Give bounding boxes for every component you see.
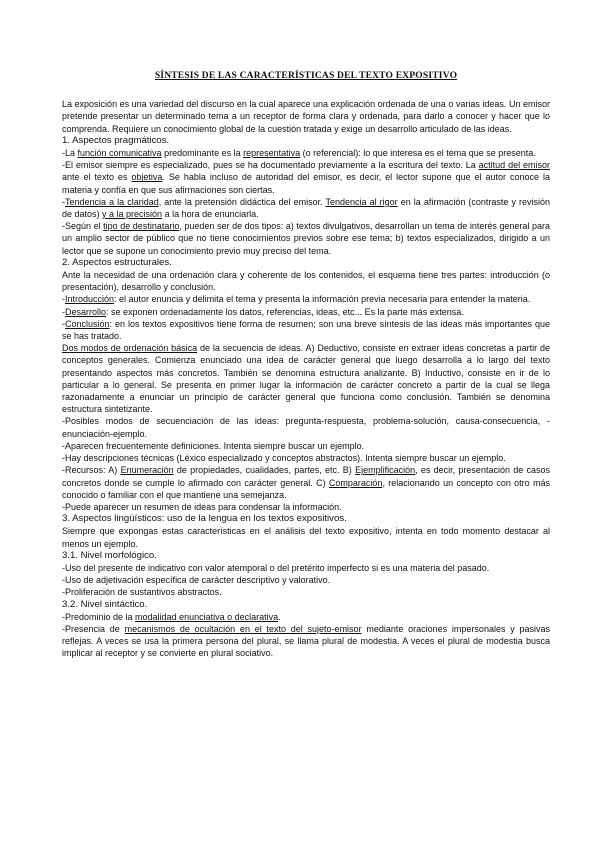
document-title: SÍNTESIS DE LAS CARACTERÍSTICAS DEL TEXTO EXPOSITIVO	[154, 71, 458, 81]
s2-paragraph-10: -Puede aparecer un resumen de ideas para condensar la información.	[62, 501, 342, 512]
intro-paragraph: La exposición es una variedad del discurso en la cual aparece una explicación ordenada de una o varias ideas. Un emisor pretende presentar un determinado tema a un receptor de forma clara y ordenada, para darlo a conocer y hacer que lo comprenda. Requiere un conocimiento global de la cuestión tratada y exige un desarrollo articulado de las ideas.	[62, 99, 550, 134]
document-page	[62, 70, 550, 660]
s1-paragraph-4: -Según el tipo de destinatario, pueden ser de dos tipos: a) textos divulgativos, desarrollan un tema de interés general para un amplio sector de público que no tiene conocimientos previos sobre ese tema; b) textos especializados, dirigido a un lector que se supone un conocimiento previo muy preciso del tema.	[62, 221, 550, 256]
s1-paragraph-2: -El emisor siempre es especializado, pues se ha documentado previamente a la escritura del texto. La actitud del emisor ante el texto es objetiva. Se habla incluso de autoridad del emisor, es decir, el lector supone que el autor conoce la materia y confía en que sus afirmaciones son ciertas.	[62, 160, 550, 195]
s2-paragraph-7: -Aparecen frecuentemente definiciones. Intenta siempre buscar un ejemplo.	[62, 440, 365, 451]
s1-paragraph-3: -Tendencia a la claridad, ante la pretensión didáctica del emisor. Tendencia al rigor en la afirmación (contraste y revisión de datos) y a la precisión a la hora de enunciarla.	[62, 196, 551, 220]
s2-paragraph-1: Ante la necesidad de una ordenación clara y coherente de los contenidos, el esquema tiene tres partes: introducción (o presentación), desarrollo y conclusión.	[62, 270, 550, 293]
s3-paragraph-1: Siempre que expongas estas características en el análisis del texto expositivo, intenta en todo momento destacar al menos un ejemplo.	[62, 526, 550, 549]
s3-syntax-1: -Predominio de la modalidad enunciativa o declarativa.	[62, 611, 281, 622]
section-1-heading: 1. Aspectos pragmáticos.	[62, 134, 170, 146]
s3-morph-2: -Uso de adjetivación específica de carácter descriptivo y valorativo.	[62, 575, 331, 586]
s2-paragraph-3: -Desarrollo: se exponen ordenadamente los datos, referencias, ideas, etc... Es la parte más extensa.	[62, 306, 464, 317]
s2-paragraph-9: -Recursos: A) Enumeración de propiedades, cualidades, partes, etc. B) Ejemplificación, es decir, presentación de casos concretos donde se cumple lo afirmado con carácter general. C) Comparación, relacionando un concepto con otro más conocido o familiar con el que mantiene una semejanza.	[62, 465, 551, 500]
s2-paragraph-5: Dos modos de ordenación básica de la secuencia de ideas. A) Deductivo, consiste en extraer ideas concretas a partir de conceptos generales. Comienza enunciado una idea de carácter general que luego desarrolla a lo largo del texto presentando aspectos más concretos. También se denomina estructura analizante. B) Inductivo, consiste en ir de lo particular a lo general. Se presenta en primer lugar la información de carácter concreto a partir de la cual se llega razonadamente a enunciar un principio de carácter general que funciona como conclusión. También se denomina estructura sintetizante.	[62, 343, 550, 415]
s3-morph-3: -Proliferación de sustantivos abstractos.	[62, 587, 222, 598]
subsection-3-1-heading: 3.1. Nivel morfológico.	[62, 549, 157, 561]
s2-paragraph-2: -Introducción: el autor enuncia y delimita el tema y presenta la información previa necesaria para entender la materia.	[62, 294, 531, 305]
section-2-heading: 2. Aspectos estructurales.	[62, 256, 172, 268]
s3-syntax-2: -Presencia de mecanismos de ocultación en el texto del sujeto-emisor mediante oraciones impersonales y pasivas reflejas. A veces se usa la primera persona del plural, se llama plural de modestia. A veces el plural de modestia busca implicar al receptor y se convierte en plural sociativo.	[62, 623, 551, 659]
s2-paragraph-4: -Conclusión: en los textos expositivos tiene forma de resumen; son una breve síntesis de las ideas más importantes que se has tratado.	[62, 318, 550, 342]
s3-morph-1: -Uso del presente de indicativo con valor atemporal o del pretérito imperfecto si es una materia del pasado.	[62, 562, 490, 573]
subsection-3-2-heading: 3.2. Nivel sintáctico.	[62, 598, 148, 610]
s2-paragraph-8: -Hay descripciones técnicas (Léxico especializado y conceptos abstractos). Intenta siempre buscar un ejemplo.	[62, 453, 506, 464]
s2-paragraph-6: -Posibles modos de secuenciación de las ideas: pregunta-respuesta, problema-solución, causa-consecuencia, -enunciación-ejemplo.	[62, 416, 550, 439]
section-3-heading: 3. Aspectos lingüísticos: uso de la lengua en los textos expositivos.	[62, 513, 347, 525]
s1-paragraph-1: -La función comunicativa predominante es la representativa (o referencial): lo que interesa es el tema que se presenta.	[62, 148, 536, 159]
